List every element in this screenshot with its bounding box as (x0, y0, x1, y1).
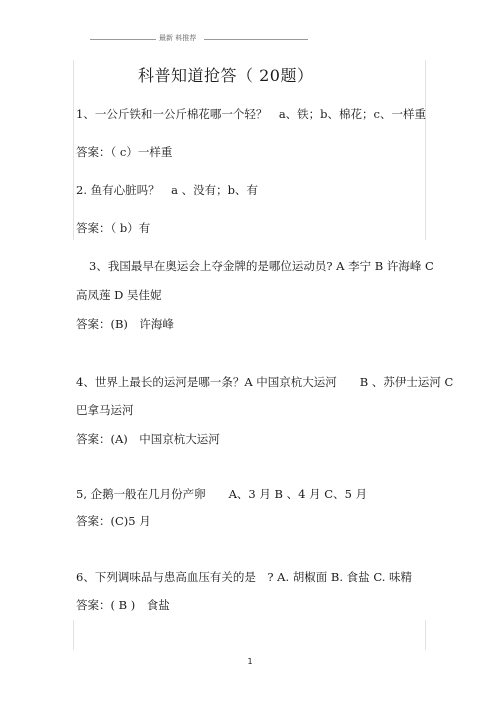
header-rule-left (90, 39, 156, 40)
question-3-line-2: 高凤莲 D 吴佳妮 (76, 288, 162, 302)
question-6: 6、下列调味品与患高血压有关的是 ? A. 胡椒面 B. 食盐 C. 味精 (76, 570, 413, 584)
frame-line-right-bottom (425, 620, 426, 650)
page-header (0, 30, 500, 50)
header-text: 最新 料推荐 (159, 34, 197, 42)
page-number: 1 (247, 657, 253, 666)
question-5: 5, 企鹅一般在几月份产卵 A、3 月 B 、4 月 C、5 月 (76, 487, 368, 501)
frame-line-left-bottom (73, 620, 74, 650)
question-2: 2. 鱼有心脏吗？ a 、没有；b、有 (76, 183, 258, 197)
answer-2: 答案：（ b）有 (76, 221, 151, 235)
question-3-line-1: 3、我国最早在奥运会上夺金牌的是哪位运动员? A 李宁 B 许海峰 C (89, 259, 434, 273)
question-1: 1、一公斤铁和一公斤棉花哪一个轻？ a、铁；b、棉花；c、一样重 (76, 107, 426, 121)
answer-1: 答案：（ c）一样重 (76, 145, 173, 159)
question-4-line-2: 巴拿马运河 (76, 403, 134, 417)
answer-6: 答案：( B ) 食盐 (76, 598, 170, 612)
header-rule-right (204, 39, 308, 40)
question-4-line-1: 4、世界上最长的运河是哪一条？A 中国京杭大运河 B 、苏伊士运河 C (76, 375, 454, 389)
answer-3: 答案：(B) 许海峰 (76, 317, 174, 331)
frame-line-right-top (425, 60, 426, 240)
document-title: 科普知道抢答（ 20题） (138, 66, 314, 85)
answer-5: 答案：(C)5 月 (76, 514, 151, 528)
answer-4: 答案：(A) 中国京杭大运河 (76, 432, 220, 446)
frame-line-left-top (73, 60, 74, 240)
